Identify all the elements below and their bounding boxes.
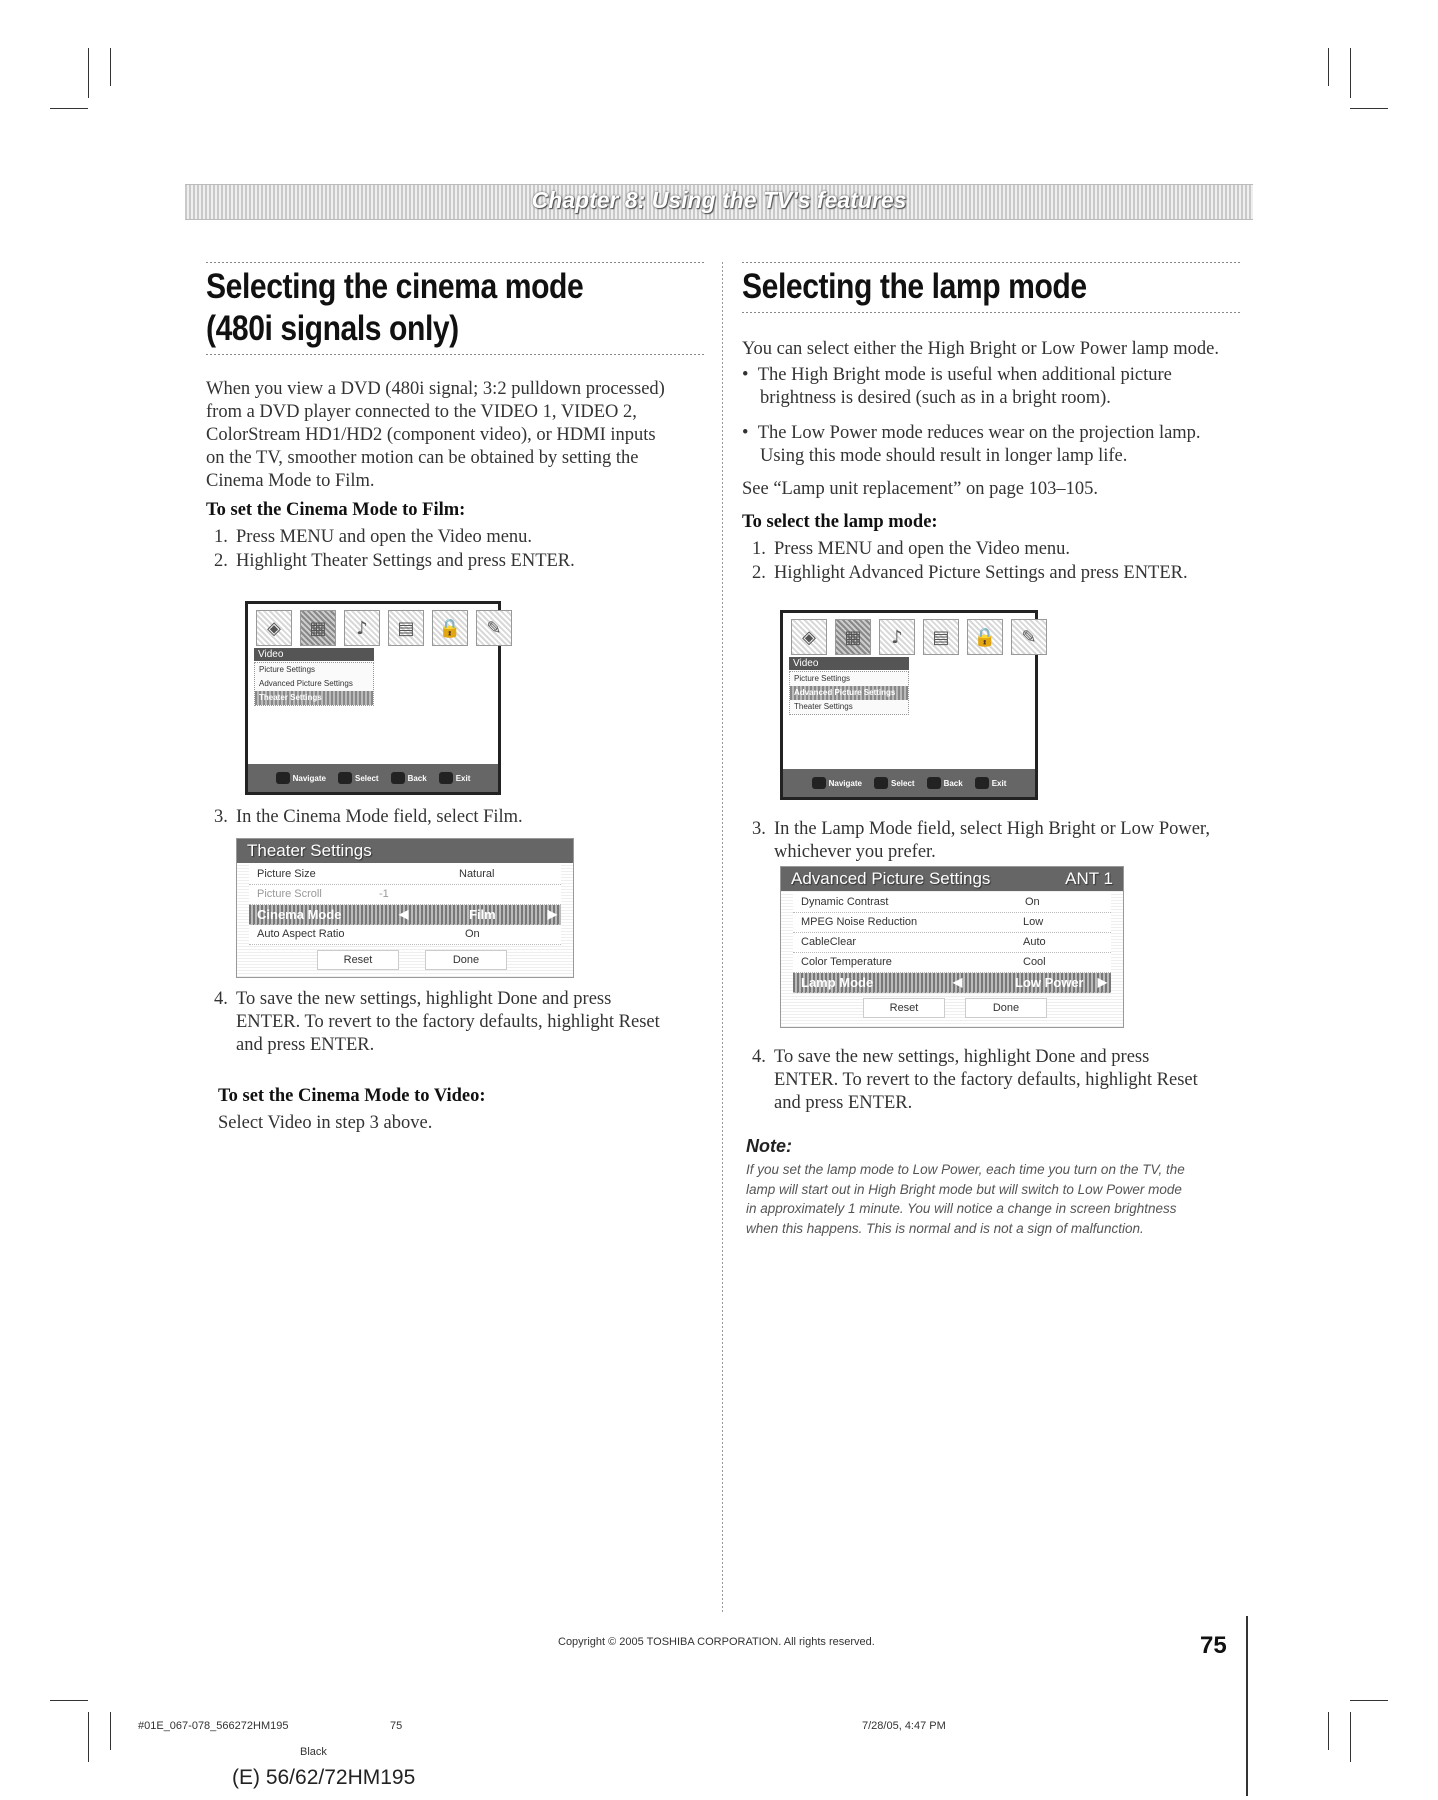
menu-item: Picture Settings	[259, 665, 316, 674]
panel-buttons	[793, 996, 1111, 1018]
menu-item-highlighted: Advanced Picture Settings	[790, 686, 908, 700]
step-line: ENTER. To revert to the factory defaults, highlight Reset	[774, 1070, 1198, 1090]
nav-hint	[439, 772, 471, 784]
nav-hint	[391, 772, 427, 784]
step-num: 2.	[214, 551, 228, 571]
step-num: 3.	[214, 807, 228, 827]
picture-icon: ◈	[256, 610, 292, 646]
step-line	[752, 1046, 1198, 1069]
see-reference: See “Lamp unit replacement” on page 103–105.	[742, 479, 1098, 499]
setting-value: Cool	[1023, 956, 1046, 968]
crop-mark	[1350, 48, 1351, 98]
menu-item: Theater Settings	[794, 702, 853, 711]
navigate-icon	[812, 777, 826, 789]
nav-hint	[276, 772, 326, 784]
crop-mark	[1328, 48, 1329, 86]
setting-value: Film	[469, 907, 496, 922]
text-line: Cinema Mode to Film.	[206, 471, 375, 491]
page-edge-line	[1246, 1616, 1248, 1796]
text-line: on the TV, smoother motion can be obtained by setting the	[206, 448, 639, 468]
video-menu-screenshot	[780, 610, 1038, 800]
step-num: 1.	[752, 539, 766, 559]
panel-title-bar	[781, 867, 1123, 891]
panel-title: Advanced Picture Settings	[791, 869, 991, 888]
setting-value: -1	[379, 888, 389, 900]
cinema-mode-heading	[206, 266, 688, 350]
step-text: Press MENU and open the Video menu.	[774, 539, 1071, 559]
step-line: ENTER. To revert to the factory defaults, highlight Reset	[236, 1012, 660, 1032]
menu-item: Advanced Picture Settings	[259, 679, 353, 688]
bullet-item	[742, 364, 1172, 410]
exit-icon	[439, 772, 453, 784]
lock-icon: 🔒	[967, 619, 1003, 655]
nav-hint	[874, 777, 915, 789]
step-2	[752, 562, 1188, 585]
done-button[interactable]: Done	[425, 950, 507, 970]
subhead-film: To set the Cinema Mode to Film:	[206, 500, 466, 520]
setting-label: Picture Scroll	[257, 888, 322, 900]
setting-label: Cinema Mode	[257, 907, 342, 922]
audio-icon: ♪	[879, 619, 915, 655]
crop-mark	[110, 1712, 111, 1750]
setting-label: MPEG Noise Reduction	[801, 916, 918, 928]
step-line: and press ENTER.	[236, 1035, 375, 1055]
setup-icon: ▤	[388, 610, 424, 646]
left-arrow-icon: ◀	[953, 975, 963, 989]
note-line: in approximately 1 minute. You will notice a change in screen brightness	[746, 1201, 1177, 1216]
step-line: whichever you prefer.	[774, 842, 936, 862]
advanced-picture-settings-panel	[780, 866, 1124, 1028]
model-number: (E) 56/62/72HM195	[232, 1766, 416, 1789]
setting-value: On	[465, 928, 480, 940]
lamp-mode-heading: Selecting the lamp mode	[742, 267, 1087, 306]
setting-value: On	[1025, 896, 1040, 908]
note-text	[746, 1160, 1266, 1238]
navigate-icon	[276, 772, 290, 784]
text-line: ColorStream HD1/HD2 (component video), or HDMI inputs	[206, 425, 656, 445]
step-1	[752, 538, 1070, 561]
reset-button[interactable]: Reset	[317, 950, 399, 970]
note-line: when this happens. This is normal and is not a sign of malfunction.	[746, 1220, 1144, 1236]
step-text: Press MENU and open the Video menu.	[236, 527, 533, 547]
done-button[interactable]: Done	[965, 998, 1047, 1018]
nav-hint	[812, 777, 862, 789]
setting-value: Low	[1023, 916, 1044, 928]
bullet-line	[742, 364, 1172, 387]
menu-icon-bar	[256, 610, 512, 646]
note-line: lamp will start out in High Bright mode but will switch to Low Power mode	[746, 1181, 1182, 1197]
crop-mark	[1350, 1700, 1388, 1701]
right-arrow-icon: ▶	[1097, 975, 1107, 989]
video-menu-screenshot	[245, 601, 501, 795]
menu-list	[789, 671, 909, 715]
nav-label: Back	[943, 778, 963, 788]
bullet-line: Using this mode should result in longer lamp life.	[760, 446, 1128, 466]
bullet-line	[742, 422, 1201, 445]
step-num: 4.	[214, 989, 228, 1009]
nav-hint	[338, 772, 379, 784]
crop-mark	[50, 108, 88, 109]
crop-mark	[1350, 108, 1388, 109]
setting-row	[249, 925, 561, 945]
nav-label: Exit	[991, 778, 1007, 788]
crop-mark	[110, 48, 111, 86]
setting-value: Auto	[1023, 936, 1046, 948]
setting-label: Picture Size	[257, 868, 316, 880]
crop-mark	[1350, 1712, 1351, 1762]
lamp-intro: You can select either the High Bright or Low Power lamp mode.	[742, 339, 1219, 359]
menu-list	[254, 662, 374, 706]
nav-label: Select	[890, 778, 915, 788]
heading-rule-bottom	[742, 312, 1242, 313]
note-line: If you set the lamp mode to Low Power, each time you turn on the TV, the	[746, 1162, 1185, 1177]
copyright: Copyright © 2005 TOSHIBA CORPORATION. All rights reserved.	[558, 1636, 875, 1648]
step-1	[214, 526, 532, 549]
setting-label: Dynamic Contrast	[801, 896, 889, 908]
video-icon: ▦	[300, 610, 336, 646]
step-text: Highlight Advanced Picture Settings and press ENTER.	[774, 563, 1188, 583]
setup-icon: ▤	[923, 619, 959, 655]
step-num: 3.	[752, 819, 766, 839]
nav-label: Exit	[455, 773, 471, 783]
step-text: Highlight Theater Settings and press ENTER.	[236, 551, 575, 571]
setting-label: CableClear	[801, 936, 857, 948]
step-text: To save the new settings, highlight Done and press	[236, 989, 612, 1009]
applications-icon: ✎	[476, 610, 512, 646]
picture-icon: ◈	[791, 619, 827, 655]
nav-label: Navigate	[828, 778, 862, 788]
crop-mark	[88, 48, 89, 98]
slug-page: 75	[390, 1720, 403, 1732]
menu-header: Video	[254, 648, 374, 661]
chapter-title: Chapter 8: Using the TV's features	[531, 187, 907, 213]
back-icon	[391, 772, 405, 784]
column-divider	[722, 262, 723, 1612]
bullet-icon: •	[742, 365, 758, 385]
setting-row	[793, 893, 1111, 913]
slug-date: 7/28/05, 4:47 PM	[862, 1720, 946, 1732]
heading-line: Selecting the cinema mode	[206, 267, 584, 306]
setting-value: Natural	[459, 868, 495, 880]
setting-row	[249, 865, 561, 885]
panel-title: Theater Settings	[247, 841, 372, 860]
heading-rule-top	[206, 262, 706, 263]
setting-value: Low Power	[1015, 975, 1084, 990]
left-arrow-icon: ◀	[399, 907, 409, 921]
step-line	[752, 818, 1210, 841]
crop-mark	[88, 1712, 89, 1762]
bullet-text: The Low Power mode reduces wear on the projection lamp.	[757, 423, 1201, 443]
reset-button[interactable]: Reset	[863, 998, 945, 1018]
setting-row	[793, 933, 1111, 953]
lock-icon: 🔒	[432, 610, 468, 646]
nav-label: Back	[407, 773, 427, 783]
step-2	[214, 550, 575, 573]
select-icon	[874, 777, 888, 789]
step-3	[214, 806, 523, 829]
text-line: When you view a DVD (480i signal; 3:2 pulldown processed)	[206, 379, 665, 399]
menu-icon-bar	[791, 619, 1047, 655]
setting-label: Auto Aspect Ratio	[257, 928, 345, 940]
setting-label: Lamp Mode	[801, 975, 874, 990]
crop-mark	[1328, 1712, 1329, 1750]
bullet-item	[742, 422, 1201, 468]
bullet-text: The High Bright mode is useful when additional picture	[757, 365, 1172, 385]
exit-icon	[975, 777, 989, 789]
step-num: 1.	[214, 527, 228, 547]
heading-line: (480i signals only)	[206, 309, 459, 348]
menu-header: Video	[789, 657, 909, 670]
applications-icon: ✎	[1011, 619, 1047, 655]
step-line: and press ENTER.	[774, 1093, 913, 1113]
menu-item: Picture Settings	[794, 674, 851, 683]
bullet-icon: •	[742, 423, 758, 443]
setting-row	[249, 885, 561, 905]
step-4	[752, 1046, 1198, 1115]
cinema-intro	[206, 378, 706, 493]
step-num: 2.	[752, 563, 766, 583]
menu-nav-bar	[783, 769, 1035, 797]
nav-hint	[927, 777, 963, 789]
panel-buttons	[249, 948, 561, 970]
step-line	[214, 988, 660, 1011]
step-num: 4.	[752, 1047, 766, 1067]
step-text: To save the new settings, highlight Done and press	[774, 1047, 1150, 1067]
step-3	[752, 818, 1210, 864]
theater-settings-panel	[236, 838, 574, 978]
step-4	[214, 988, 660, 1057]
video-instruction: Select Video in step 3 above.	[218, 1113, 433, 1133]
antenna-badge: ANT 1	[1065, 869, 1113, 888]
page-number: 75	[1200, 1632, 1227, 1659]
video-icon: ▦	[835, 619, 871, 655]
audio-icon: ♪	[344, 610, 380, 646]
menu-nav-bar	[248, 764, 498, 792]
heading-rule-top	[742, 262, 1242, 263]
text-line: from a DVD player connected to the VIDEO 1, VIDEO 2,	[206, 402, 637, 422]
heading-rule-bottom	[206, 354, 706, 355]
setting-row-highlighted	[793, 973, 1111, 993]
slug-file: #01E_067-078_566272HM195	[138, 1720, 289, 1732]
setting-row	[793, 913, 1111, 933]
panel-title-bar	[237, 839, 573, 863]
bullet-line: brightness is desired (such as in a bright room).	[760, 388, 1111, 408]
step-text: In the Cinema Mode field, select Film.	[236, 807, 523, 827]
subhead-video: To set the Cinema Mode to Video:	[218, 1086, 486, 1106]
chapter-banner	[185, 184, 1253, 220]
note-heading: Note:	[746, 1136, 792, 1156]
setting-row-highlighted	[249, 905, 561, 925]
select-icon	[338, 772, 352, 784]
nav-label: Navigate	[292, 773, 326, 783]
crop-mark	[50, 1700, 88, 1701]
nav-hint	[975, 777, 1007, 789]
back-icon	[927, 777, 941, 789]
setting-row	[793, 953, 1111, 973]
slug-color: Black	[300, 1746, 327, 1758]
step-text: In the Lamp Mode field, select High Bright or Low Power,	[774, 819, 1210, 839]
right-arrow-icon: ▶	[547, 907, 557, 921]
menu-item-highlighted: Theater Settings	[255, 691, 373, 705]
subhead-lamp: To select the lamp mode:	[742, 512, 938, 532]
setting-label: Color Temperature	[801, 956, 892, 968]
nav-label: Select	[354, 773, 379, 783]
